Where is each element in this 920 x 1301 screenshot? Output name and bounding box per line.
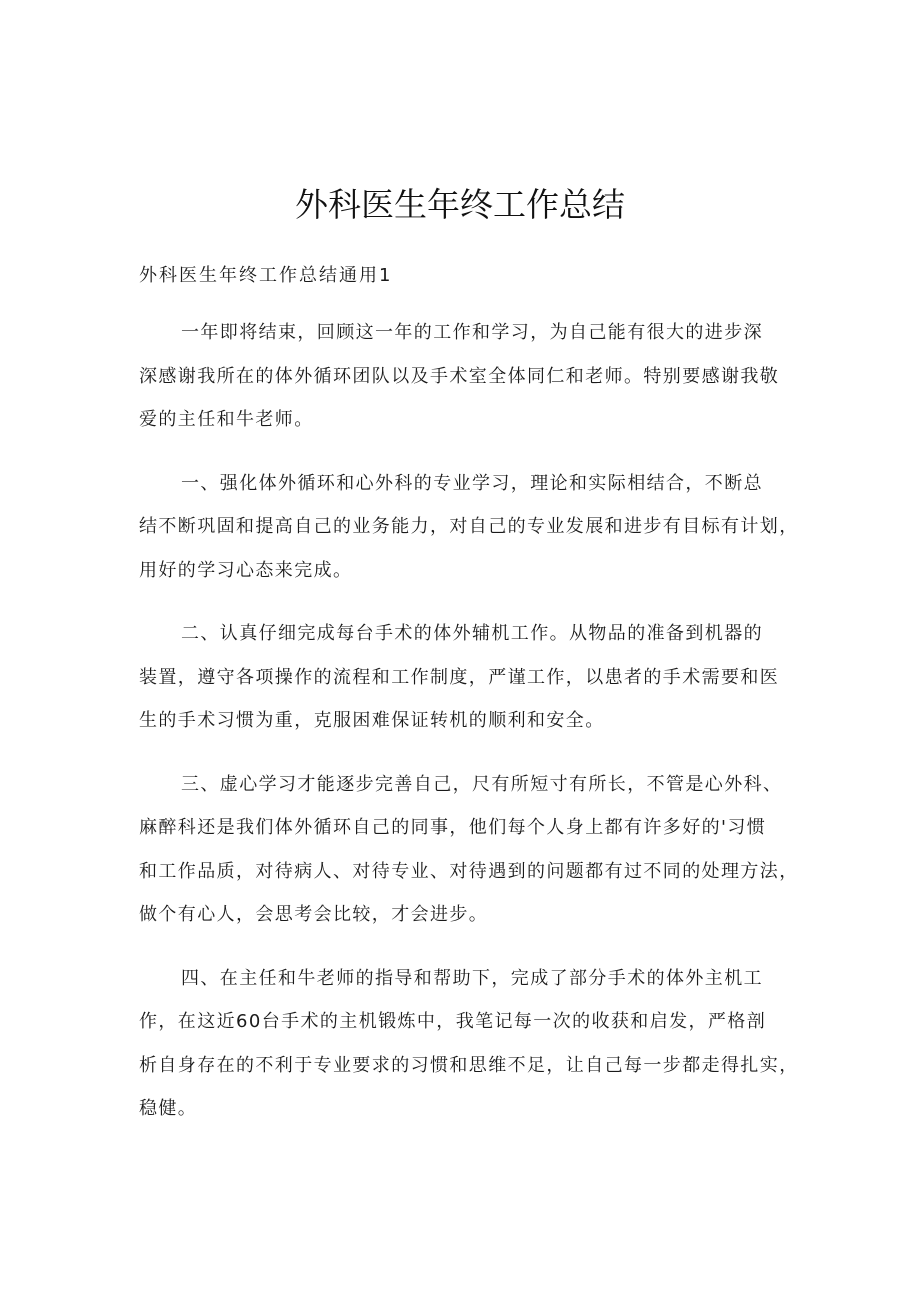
paragraph-line: 三、虚心学习才能逐步完善自己，尺有所短寸有所长，不管是心外科、 — [181, 773, 783, 795]
paragraph-line: 二、认真仔细完成每台手术的体外辅机工作。从物品的准备到机器的 — [181, 623, 763, 644]
paragraph-line: 用好的学习心态来完成。 — [139, 559, 353, 581]
document-subtitle: 外科医生年终工作总结通用1 — [139, 265, 393, 286]
paragraph-line: 深感谢我所在的体外循环团队以及手术室全体同仁和老师。特别要感谢我敬 — [139, 365, 780, 387]
paragraph-line: 麻醉科还是我们体外循环自己的同事，他们每个人身上都有许多好的'习惯 — [139, 817, 767, 838]
paragraph-line: 生的手术习惯为重，克服困难保证转机的顺利和安全。 — [139, 710, 605, 731]
paragraph-line: 四、在主任和牛老师的指导和帮助下，完成了部分手术的体外主机工 — [181, 967, 763, 989]
paragraph-line: 结不断巩固和提高自己的业务能力，对自己的专业发展和进步有目标有计划， — [139, 516, 799, 537]
paragraph-line: 做个有心人，会思考会比较，才会进步。 — [139, 904, 489, 925]
paragraph — [139, 311, 795, 442]
paragraph-line: 装置，遵守各项操作的流程和工作制度，严谨工作，以患者的手术需要和医 — [139, 666, 780, 688]
paragraph-line: 爱的主任和牛老师。 — [139, 409, 314, 430]
paragraph — [139, 462, 799, 593]
paragraph-line: 和工作品质，对待病人、对待专业、对待遇到的问题都有过不同的处理方法， — [139, 860, 799, 882]
paragraph-line: 析自身存在的不利于专业要求的习惯和思维不足，让自己每一步都走得扎实， — [139, 1054, 799, 1076]
paragraph-line: 作，在这近60台手术的主机锻炼中，我笔记每一次的收获和启发，严格剖 — [139, 1011, 767, 1032]
document-body — [139, 311, 799, 1151]
paragraph-line: 稳健。 — [139, 1098, 198, 1119]
paragraph — [139, 957, 799, 1131]
paragraph — [139, 763, 799, 937]
paragraph — [139, 612, 795, 743]
paragraph-line: 一、强化体外循环和心外科的专业学习，理论和实际相结合，不断总 — [181, 472, 763, 494]
paragraph-line: 一年即将结束，回顾这一年的工作和学习，为自己能有很大的进步深 — [181, 322, 763, 343]
document-title: 外科医生年终工作总结 — [295, 185, 625, 225]
